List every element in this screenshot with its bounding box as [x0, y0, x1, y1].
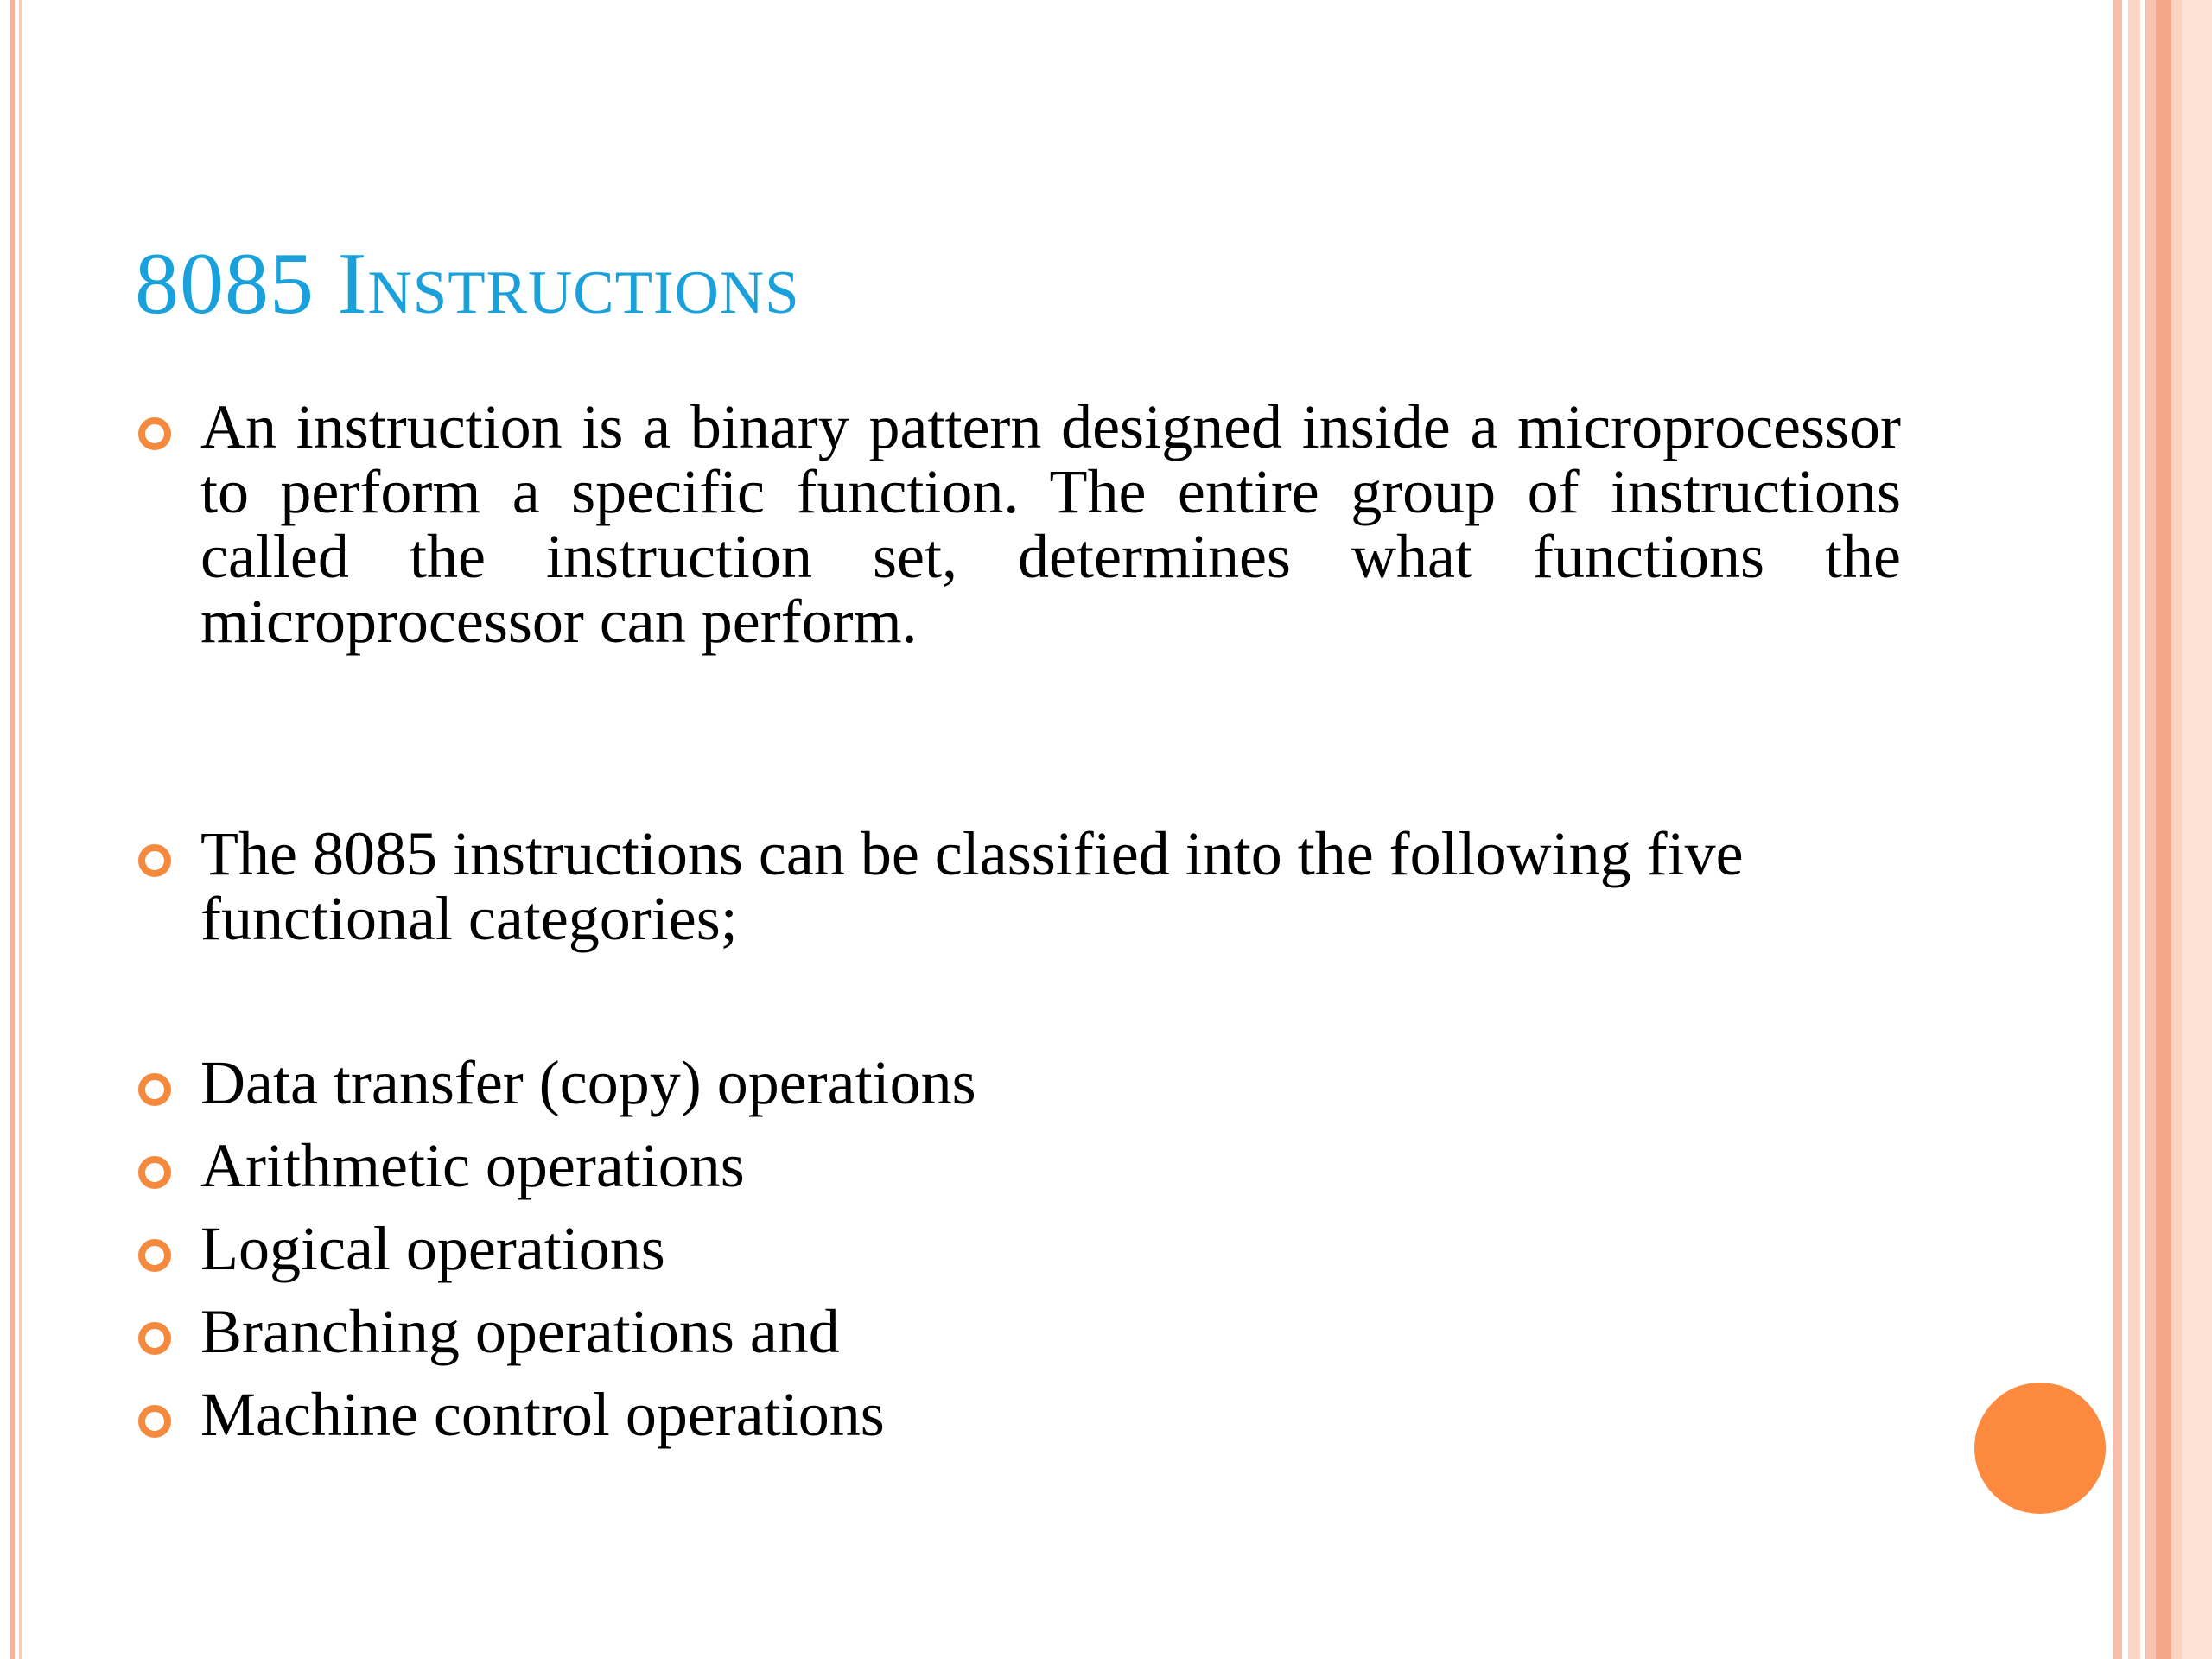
- bullet-item-classification: [138, 819, 1901, 953]
- bullet-text: Arithmetic operations: [200, 1131, 745, 1200]
- bullet-text: An instruction is a binary pattern designed inside a microprocessor to perform a specific function. The entire group of instructions called the instruction set, determines what functions the microprocessor can perform.: [200, 392, 1901, 656]
- bullet-text: Branching operations and: [200, 1297, 840, 1366]
- bullet-ring-icon: [138, 1156, 171, 1189]
- bullet-ring-icon: [138, 844, 171, 877]
- bullet-text: Machine control operations: [200, 1380, 885, 1449]
- bullet-item-arithmetic: [138, 1131, 1901, 1200]
- bullet-ring-icon: [138, 1239, 171, 1272]
- bullet-item-branching: [138, 1297, 1901, 1366]
- bullet-ring-icon: [138, 1405, 171, 1438]
- bullet-text: Data transfer (copy) operations: [200, 1048, 976, 1117]
- bullet-text: The 8085 instructions can be classified into the following five functional categories;: [200, 819, 1744, 953]
- bullet-ring-icon: [138, 417, 171, 450]
- bullet-item-data-transfer: [138, 1048, 1901, 1117]
- bullet-item-machine-control: [138, 1382, 1901, 1447]
- slide-title: 8085 Instructions: [135, 235, 800, 333]
- bullet-ring-icon: [138, 1073, 171, 1106]
- bullet-item-logical: [138, 1214, 1901, 1283]
- bullet-text: Logical operations: [200, 1214, 665, 1283]
- bullet-item-instruction-definition: [138, 392, 1901, 656]
- bullet-ring-icon: [138, 1322, 171, 1355]
